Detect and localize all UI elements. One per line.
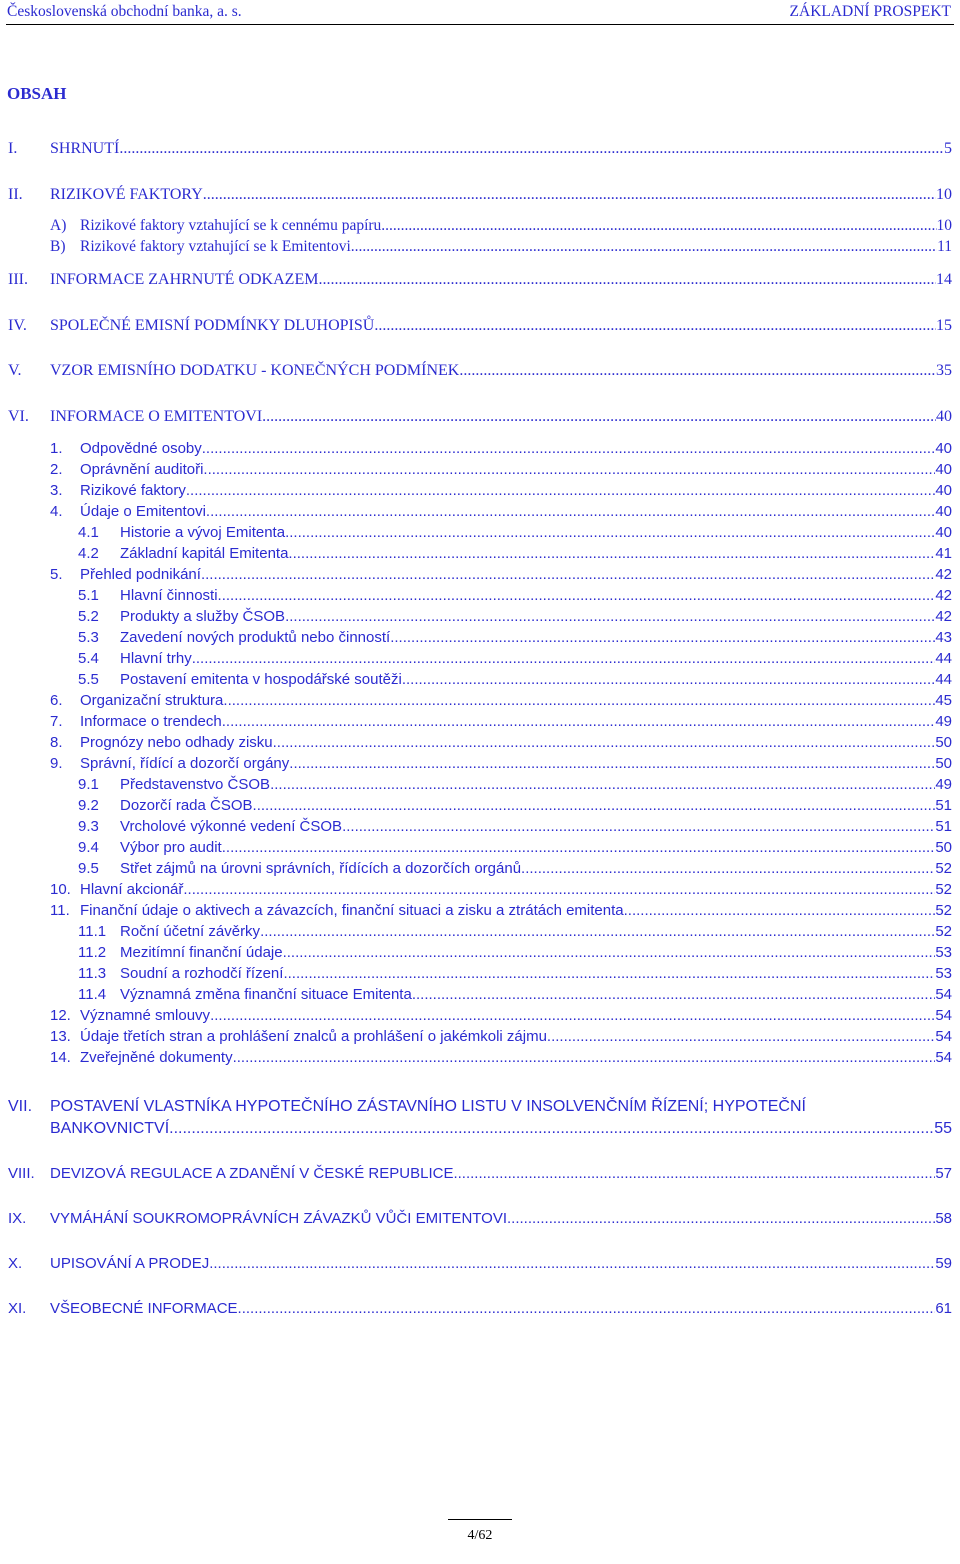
toc-entry-title: VZOR EMISNÍHO DODATKU - KONEČNÝCH PODMÍNEK — [50, 362, 460, 379]
toc-leader-dots — [390, 629, 935, 646]
toc-entry-title: Soudní a rozhodčí řízení — [120, 965, 284, 982]
toc-entry-title: Odpovědné osoby — [80, 440, 202, 457]
toc-entry-number: 1. — [50, 440, 63, 457]
toc-entry-page: 42 — [935, 608, 952, 625]
toc-leader-dots — [381, 217, 936, 235]
toc-entry-page: 52 — [935, 902, 952, 919]
toc-entry-number: 5.5 — [78, 671, 99, 688]
toc-entry-title: Základní kapitál Emitenta — [120, 545, 289, 562]
toc-entry-page: 50 — [935, 755, 952, 772]
toc-leader-dots — [183, 881, 935, 898]
toc-entry-number: 4.2 — [78, 545, 99, 562]
toc-entry[interactable] — [0, 839, 960, 859]
toc-entry[interactable] — [0, 1028, 960, 1048]
toc-entry[interactable] — [0, 503, 960, 523]
toc-entry-page: 5 — [944, 140, 952, 157]
toc-leader-dots — [624, 902, 936, 919]
toc-entry-title: Významné smlouvy — [80, 1007, 211, 1024]
toc-leader-dots — [283, 944, 936, 961]
toc-entry[interactable] — [0, 776, 960, 796]
toc-entry-number: V. — [8, 362, 22, 379]
toc-entry-page: 40 — [935, 503, 952, 520]
toc-entry[interactable] — [0, 238, 960, 258]
toc-entry-title: VYMÁHÁNÍ SOUKROMOPRÁVNÍCH ZÁVAZKŮ VŮČI EMITENTOVI — [50, 1210, 508, 1227]
toc-entry-number: 5. — [50, 566, 63, 583]
toc-entry-title: Představenstvo ČSOB — [120, 776, 271, 793]
toc-entry-title: Hlavní činnosti — [120, 587, 218, 604]
toc-entry-title: Produkty a služby ČSOB — [120, 608, 286, 625]
toc-leader-dots — [521, 860, 935, 877]
toc-leader-dots — [169, 1120, 934, 1138]
toc-entry-page: 54 — [935, 1007, 952, 1024]
toc-entry-page: 49 — [935, 713, 952, 730]
toc-entry-number: 11.4 — [78, 986, 107, 1003]
toc-entry[interactable] — [0, 408, 960, 428]
toc-entry-page: 10 — [936, 186, 952, 203]
toc-leader-dots — [206, 503, 935, 520]
toc-leader-dots — [210, 1007, 935, 1024]
toc-entry-page: 40 — [936, 408, 952, 425]
toc-leader-dots — [374, 317, 936, 335]
toc-entry[interactable] — [0, 217, 960, 237]
toc-leader-dots — [459, 362, 936, 380]
toc-entry[interactable] — [0, 923, 960, 943]
toc-entry-title: Postavení emitenta v hospodářské soutěži — [120, 671, 402, 688]
toc-entry-number: 11.1 — [78, 923, 107, 940]
toc-entry-page: 54 — [935, 986, 952, 1003]
toc-entry-number: 9.2 — [78, 797, 99, 814]
toc-entry-number: XI. — [8, 1300, 27, 1317]
toc-entry-title: INFORMACE ZAHRNUTÉ ODKAZEM — [50, 271, 319, 288]
toc-entry-number: VII. — [8, 1098, 33, 1115]
toc-entry-title: SHRNUTÍ — [50, 140, 120, 157]
toc-entry-number: 2. — [50, 461, 63, 478]
toc-entry[interactable] — [0, 1165, 960, 1185]
toc-entry-page: 40 — [935, 482, 952, 499]
toc-entry-page: 44 — [935, 671, 952, 688]
toc-leader-dots — [262, 408, 936, 426]
header-document-title: ZÁKLADNÍ PROSPEKT — [789, 3, 951, 20]
toc-entry-number: IX. — [8, 1210, 27, 1227]
toc-entry-number: VI. — [8, 408, 29, 425]
toc-entry-page: 41 — [935, 545, 952, 562]
toc-entry[interactable] — [0, 1300, 960, 1320]
toc-entry[interactable] — [0, 965, 960, 985]
toc-entry-title: Dozorčí rada ČSOB — [120, 797, 253, 814]
toc-leader-dots — [202, 440, 936, 457]
toc-entry[interactable] — [0, 692, 960, 712]
toc-entry[interactable] — [0, 440, 960, 460]
toc-entry-page: 54 — [935, 1028, 952, 1045]
toc-entry[interactable] — [0, 734, 960, 754]
toc-entry-page: 35 — [936, 362, 952, 379]
toc-leader-dots — [453, 1165, 935, 1182]
toc-entry-number: 9.1 — [78, 776, 99, 793]
toc-entry-number: 5.4 — [78, 650, 99, 667]
toc-entry-title: Údaje třetích stran a prohlášení znalců a prohlášení o jakémkoli zájmu — [80, 1028, 547, 1045]
toc-entry-title: Roční účetní závěrky — [120, 923, 261, 940]
toc-entry[interactable] — [0, 317, 960, 337]
toc-entry-number: 11.3 — [78, 965, 107, 982]
toc-entry-number: 12. — [50, 1007, 71, 1024]
toc-entry-title: Rizikové faktory — [80, 482, 186, 499]
toc-entry-page: 44 — [935, 650, 952, 667]
toc-leader-dots — [547, 1028, 935, 1045]
toc-entry-title: Oprávnění auditoři — [80, 461, 204, 478]
toc-entry-page: 53 — [935, 944, 952, 961]
toc-entry-page: 52 — [935, 860, 952, 877]
toc-entry[interactable] — [0, 271, 960, 291]
toc-entry-number: 9. — [50, 755, 63, 772]
toc-leader-dots — [233, 1049, 936, 1066]
toc-entry-title: Údaje o Emitentovi — [80, 503, 206, 520]
toc-leader-dots — [260, 923, 935, 940]
toc-entry-number: 3. — [50, 482, 63, 499]
toc-entry-title: SPOLEČNÉ EMISNÍ PODMÍNKY DLUHOPISŮ — [50, 317, 375, 334]
toc-entry-title: Zveřejněné dokumenty — [80, 1049, 233, 1066]
footer-divider — [448, 1519, 512, 1520]
toc-entry-page: 14 — [936, 271, 952, 288]
toc-entry-number: 9.3 — [78, 818, 99, 835]
toc-entry-title: Finanční údaje o aktivech a závazcích, finanční situaci a zisku a ztrátách emitenta — [80, 902, 624, 919]
toc-entry-page: 61 — [935, 1300, 952, 1317]
toc-leader-dots — [318, 271, 936, 289]
toc-entry-title: Rizikové faktory vztahující se k Emitentovi — [80, 238, 351, 255]
toc-entry[interactable] — [0, 186, 960, 206]
toc-leader-dots — [412, 986, 935, 1003]
toc-entry-number: 9.5 — [78, 860, 99, 877]
toc-leader-dots — [288, 545, 935, 562]
toc-entry-number: 5.1 — [78, 587, 99, 604]
toc-entry-page: 52 — [935, 923, 952, 940]
toc-entry-number: III. — [8, 271, 28, 288]
toc-entry-title: Zavedení nových produktů nebo činností — [120, 629, 391, 646]
toc-entry-title: Hlavní akcionář — [80, 881, 184, 898]
toc-leader-dots — [222, 713, 936, 730]
toc-leader-dots — [402, 671, 935, 688]
toc-leader-dots — [285, 524, 935, 541]
toc-leader-dots — [253, 797, 936, 814]
toc-entry[interactable] — [0, 482, 960, 502]
toc-entry-number: 5.3 — [78, 629, 99, 646]
toc-entry-title: Rizikové faktory vztahující se k cennému papíru — [80, 217, 382, 234]
toc-entry[interactable] — [0, 713, 960, 733]
toc-entry[interactable] — [0, 1007, 960, 1027]
toc-entry[interactable] — [0, 461, 960, 481]
toc-entry-title: Vrcholové výkonné vedení ČSOB — [120, 818, 343, 835]
toc-entry[interactable] — [0, 362, 960, 382]
toc-leader-dots — [283, 965, 935, 982]
header-divider — [6, 24, 954, 25]
toc-entry-title: Historie a vývoj Emitenta — [120, 524, 286, 541]
toc-entry[interactable] — [0, 860, 960, 880]
toc-entry-title: Prognózy nebo odhady zisku — [80, 734, 273, 751]
toc-entry-page: 11 — [937, 238, 952, 255]
toc-entry-page: 43 — [935, 629, 952, 646]
page-number: 4/62 — [467, 1528, 493, 1543]
toc-leader-dots — [218, 587, 936, 604]
toc-leader-dots — [351, 238, 937, 256]
toc-entry-page: 55 — [934, 1120, 952, 1137]
toc-entry-number: 11. — [50, 902, 70, 919]
toc-entry-page: 59 — [935, 1255, 952, 1272]
toc-entry-page: 52 — [935, 881, 952, 898]
toc-entry-page: 51 — [935, 797, 952, 814]
toc-entry-page: 45 — [935, 692, 952, 709]
toc-entry-title: Mezitímní finanční údaje — [120, 944, 283, 961]
toc-entry-title: Přehled podnikání — [80, 566, 201, 583]
toc-entry[interactable] — [0, 671, 960, 691]
toc-entry-title: RIZIKOVÉ FAKTORY — [50, 186, 203, 203]
toc-entry-number: II. — [8, 186, 23, 203]
toc-entry[interactable] — [0, 1210, 960, 1230]
toc-leader-dots — [285, 608, 935, 625]
toc-entry-page: 54 — [935, 1049, 952, 1066]
toc-entry-number: 10. — [50, 881, 71, 898]
toc-leader-dots — [507, 1210, 935, 1227]
toc-leader-dots — [238, 1300, 936, 1317]
toc-leader-dots — [209, 1255, 935, 1272]
toc-entry-title: Správní, řídící a dozorčí orgány — [80, 755, 290, 772]
toc-entry-page: 49 — [935, 776, 952, 793]
toc-entry-number: X. — [8, 1255, 23, 1272]
toc-entry-number: 7. — [50, 713, 63, 730]
toc-entry-number: 11.2 — [78, 944, 107, 961]
toc-entry[interactable] — [0, 524, 960, 544]
toc-entry-number: 9.4 — [78, 839, 99, 856]
toc-entry[interactable] — [0, 881, 960, 901]
toc-entry-number: 14. — [50, 1049, 71, 1066]
header-issuer: Československá obchodní banka, a. s. — [7, 3, 242, 20]
toc-entry-number: 5.2 — [78, 608, 99, 625]
toc-leader-dots — [119, 140, 944, 158]
toc-entry-page: 50 — [935, 734, 952, 751]
toc-entry[interactable] — [0, 1255, 960, 1275]
toc-entry-title: DEVIZOVÁ REGULACE A ZDANĚNÍ V ČESKÉ REPUBLICE — [50, 1165, 454, 1182]
toc-entry[interactable] — [0, 566, 960, 586]
toc-entry-title: Organizační struktura — [80, 692, 224, 709]
toc-leader-dots — [289, 755, 935, 772]
toc-entry-page: 50 — [935, 839, 952, 856]
toc-entry-title: UPISOVÁNÍ A PRODEJ — [50, 1255, 210, 1272]
toc-leader-dots — [201, 566, 935, 583]
toc-entry[interactable] — [0, 755, 960, 775]
toc-leader-dots — [222, 839, 936, 856]
toc-entry[interactable] — [0, 902, 960, 922]
toc-leader-dots — [273, 734, 936, 751]
toc-entry-title: INFORMACE O EMITENTOVI — [50, 408, 263, 425]
toc-entry[interactable] — [0, 608, 960, 628]
toc-leader-dots — [186, 482, 935, 499]
toc-entry[interactable] — [0, 797, 960, 817]
toc-entry[interactable] — [0, 587, 960, 607]
toc-entry[interactable] — [0, 818, 960, 838]
toc-leader-dots — [192, 650, 936, 667]
toc-entry-number: IV. — [8, 317, 27, 334]
toc-entry-number: I. — [8, 140, 18, 157]
toc-entry-title: Výbor pro audit — [120, 839, 222, 856]
toc-entry-page: 58 — [935, 1210, 952, 1227]
toc-entry-page: 42 — [935, 566, 952, 583]
toc-entry-page: 42 — [935, 587, 952, 604]
toc-entry-title: POSTAVENÍ VLASTNÍKA HYPOTEČNÍHO ZÁSTAVNÍHO LISTU V INSOLVENČNÍM ŘÍZENÍ; HYPOTEČNÍ — [50, 1098, 806, 1115]
toc-leader-dots — [203, 461, 935, 478]
toc-entry-page: 53 — [935, 965, 952, 982]
toc-entry-page: 40 — [935, 440, 952, 457]
toc-leader-dots — [223, 692, 935, 709]
toc-entry-number: VIII. — [8, 1165, 35, 1182]
toc-entry-page: 15 — [936, 317, 952, 334]
toc-entry-number: 4.1 — [78, 524, 99, 541]
toc-entry[interactable] — [0, 1049, 960, 1069]
toc-entry-page: 10 — [936, 217, 952, 234]
toc-entry-page: 40 — [935, 461, 952, 478]
toc-entry-number: 8. — [50, 734, 63, 751]
toc-entry-title: Střet zájmů na úrovni správních, řídících a dozorčích orgánů — [120, 860, 522, 877]
toc-entry-page: 40 — [935, 524, 952, 541]
toc-entry[interactable] — [0, 545, 960, 565]
toc-entry-number: B) — [50, 238, 66, 255]
toc-entry-page: 57 — [935, 1165, 952, 1182]
toc-entry-number: 4. — [50, 503, 63, 520]
toc-entry-title: Významná změna finanční situace Emitenta — [120, 986, 412, 1003]
toc-entry[interactable] — [0, 650, 960, 670]
toc-entry[interactable] — [0, 986, 960, 1006]
toc-leader-dots — [342, 818, 935, 835]
toc-entry-number: A) — [50, 217, 67, 234]
toc-entry-title: Informace o trendech — [80, 713, 222, 730]
toc-entry[interactable] — [0, 629, 960, 649]
toc-entry-page: 51 — [935, 818, 952, 835]
toc-entry-title: Hlavní trhy — [120, 650, 192, 667]
toc-entry-title-continued: BANKOVNICTVÍ — [50, 1120, 170, 1137]
toc-entry-title: VŠEOBECNÉ INFORMACE — [50, 1300, 238, 1317]
toc-entry[interactable] — [0, 140, 960, 160]
toc-entry-number: 6. — [50, 692, 63, 709]
toc-leader-dots — [270, 776, 935, 793]
toc-entry[interactable] — [0, 944, 960, 964]
toc-entry-number: 13. — [50, 1028, 71, 1045]
toc-leader-dots — [203, 186, 936, 204]
page-title: OBSAH — [7, 84, 67, 103]
